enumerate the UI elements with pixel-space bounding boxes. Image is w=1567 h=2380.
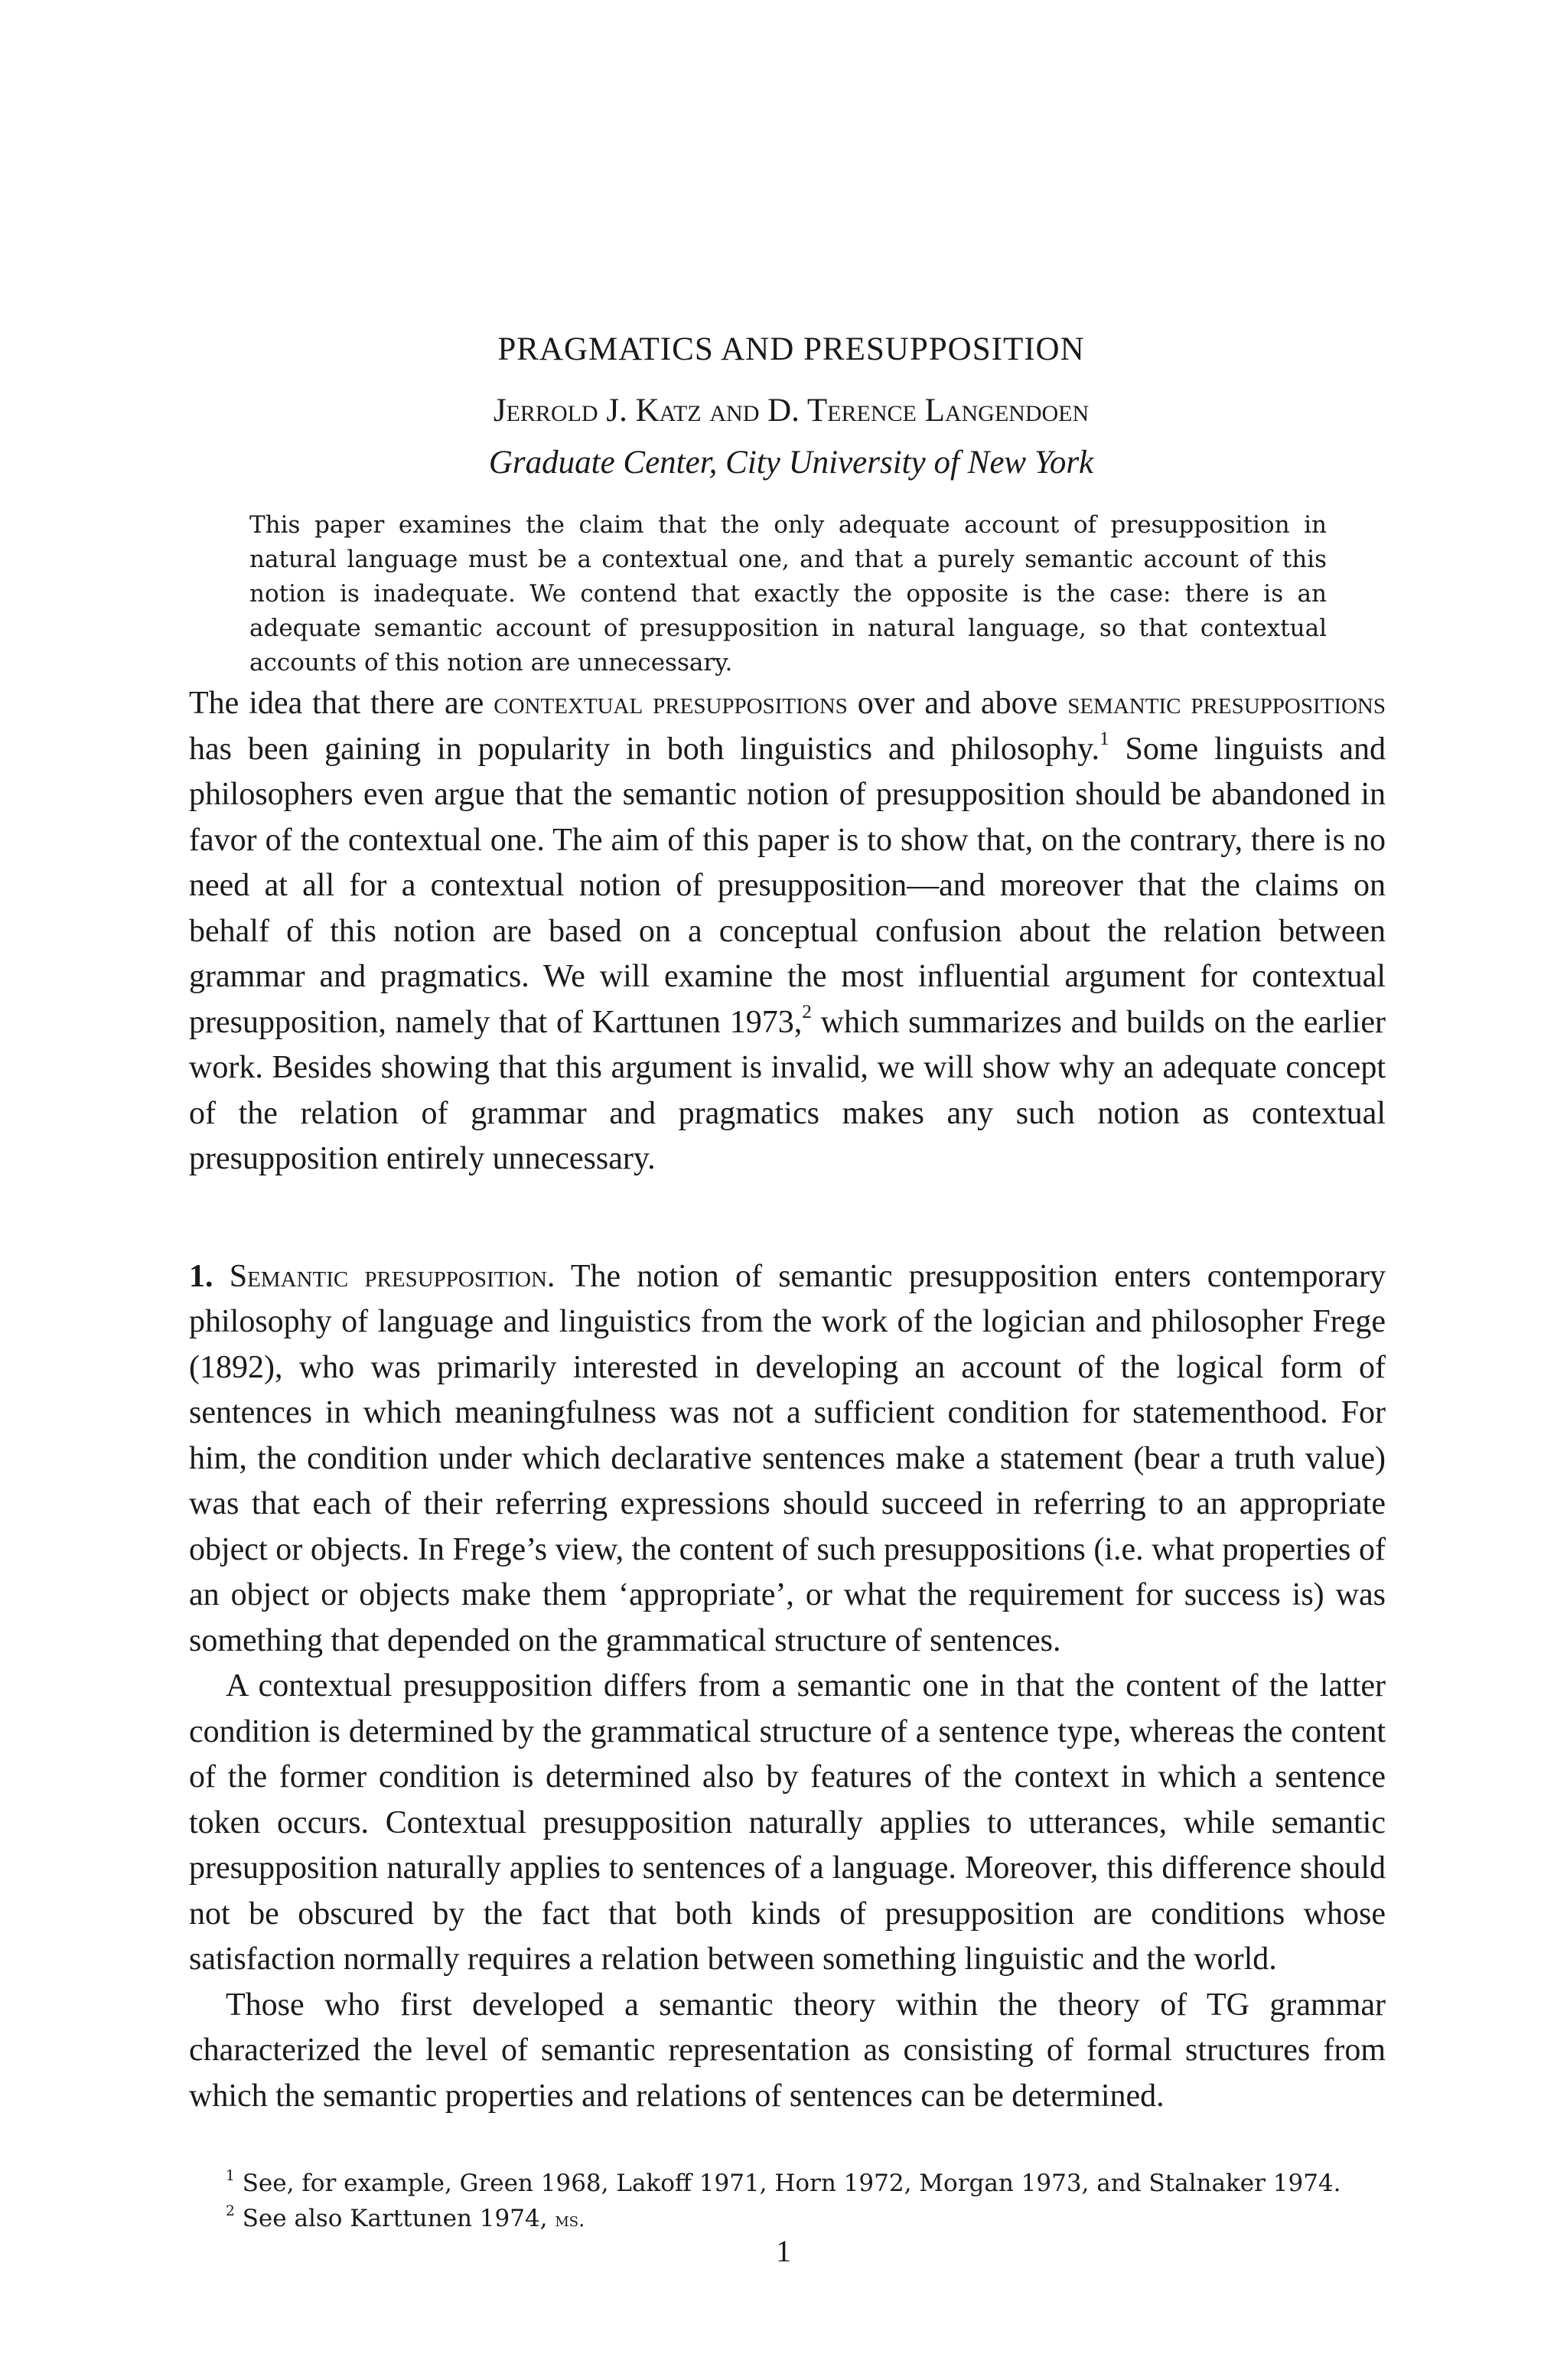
- section-1-paragraph: [189, 1254, 1386, 1664]
- footnote-ref-2[interactable]: 2: [802, 1001, 812, 1022]
- section-heading: Semantic presupposition.: [229, 1258, 555, 1294]
- section-number: 1.: [189, 1258, 213, 1294]
- intro-paragraph: [189, 681, 1386, 1182]
- intro-text: The idea that there are: [189, 686, 494, 721]
- section-1-paragraph-2: A contextual presupposition differs from a semantic one in that the content of the latter condition is determined by the grammatical structure of a sentence type, whereas the content of the former condition is determined also by features of the context in which a sentence token occurs. Contextual presupposition naturally applies to utterances, while semantic presupposition naturally applies to sentences of a language. Moreover, this difference should not be obscured by the fact that both kinds of presupposition are conditions whose satisfaction normally requires a relation between something linguistic and the world.: [189, 1668, 1386, 1977]
- term-semantic-presuppositions: semantic presuppositions: [1067, 686, 1386, 721]
- footnote-ms: ms.: [555, 2209, 585, 2232]
- term-contextual-presuppositions: contextual presuppositions: [494, 686, 848, 721]
- section-1-paragraph-3: Those who first developed a semantic theory within the theory of TG grammar characterized the level of semantic representation as consisting of formal structures from which the semantic properties and relations of sentences can be determined.: [189, 1987, 1386, 2114]
- footnotes: [189, 2166, 1386, 2238]
- abstract: This paper examines the claim that the only adequate account of presupposition in natural language must be a contextual one, and that a purely semantic account of this notion is inadequate. We contend that exactly the opposite is the case: there is an adequate semantic account of presupposition in natural language, so that contextual accounts of this notion are unnecessary.: [249, 511, 1327, 677]
- footnote-2: [189, 2201, 1386, 2238]
- body-text: [189, 681, 1386, 2119]
- intro-text: Some linguists and philosophers even argue that the semantic notion of presupposition should be abandoned in favor of the contextual one. The aim of this paper is to show that, on the contrary, there is no need at all for a contextual notion of presupposition—and moreover that the claims on behalf of this notion are based on a conceptual confusion about the relation between grammar and pragmatics. We will examine the most influential argument for contextual presupposition, namely that of Karttunen 1973,: [189, 731, 1386, 1040]
- page-number: 1: [776, 2234, 791, 2268]
- intro-text: which summarizes and builds on the earlier work. Besides showing that this argument is invalid, we will show why an adequate concept of the relation of grammar and pragmatics makes any such notion as contextual presupposition entirely unnecessary.: [189, 1004, 1386, 1176]
- intro-text: has been gaining in popularity in both linguistics and philosophy.: [189, 731, 1100, 767]
- footnote-1: [189, 2166, 1386, 2201]
- paper-title: PRAGMATICS AND PRESUPPOSITION: [497, 331, 1085, 367]
- footnote-text: See, for example, Green 1968, Lakoff 1971, Horn 1972, Morgan 1973, and Stalnaker 1974.: [234, 2170, 1341, 2197]
- intro-text: over and above: [847, 686, 1068, 721]
- section-text: The notion of semantic presupposition enters contemporary philosophy of language and linguistics from the work of the logician and philosopher Frege (1892), who was primarily interested in developing an account of the logical form of sentences in which meaningfulness was not a sufficient condition for statementhood. For him, the condition under which declarative sentences make a statement (bear a truth value) was that each of their referring expressions should succeed in referring to an appropriate object or objects. In Frege’s view, the content of such presuppositions (i.e. what properties of an object or objects make them ‘appropriate’, or what the requirement for success is) was something that depended on the grammatical structure of sentences.: [189, 1258, 1386, 1658]
- footnote-ref-1[interactable]: 1: [1099, 728, 1109, 749]
- footnote-number: 2: [226, 2203, 235, 2220]
- footnote-number: 1: [226, 2168, 235, 2185]
- paper-affiliation: Graduate Center, City University of New York: [488, 445, 1094, 481]
- footnote-text: See also Karttunen 1974,: [234, 2205, 555, 2232]
- paper-authors: Jerrold J. Katz and D. Terence Langendoen: [493, 393, 1090, 429]
